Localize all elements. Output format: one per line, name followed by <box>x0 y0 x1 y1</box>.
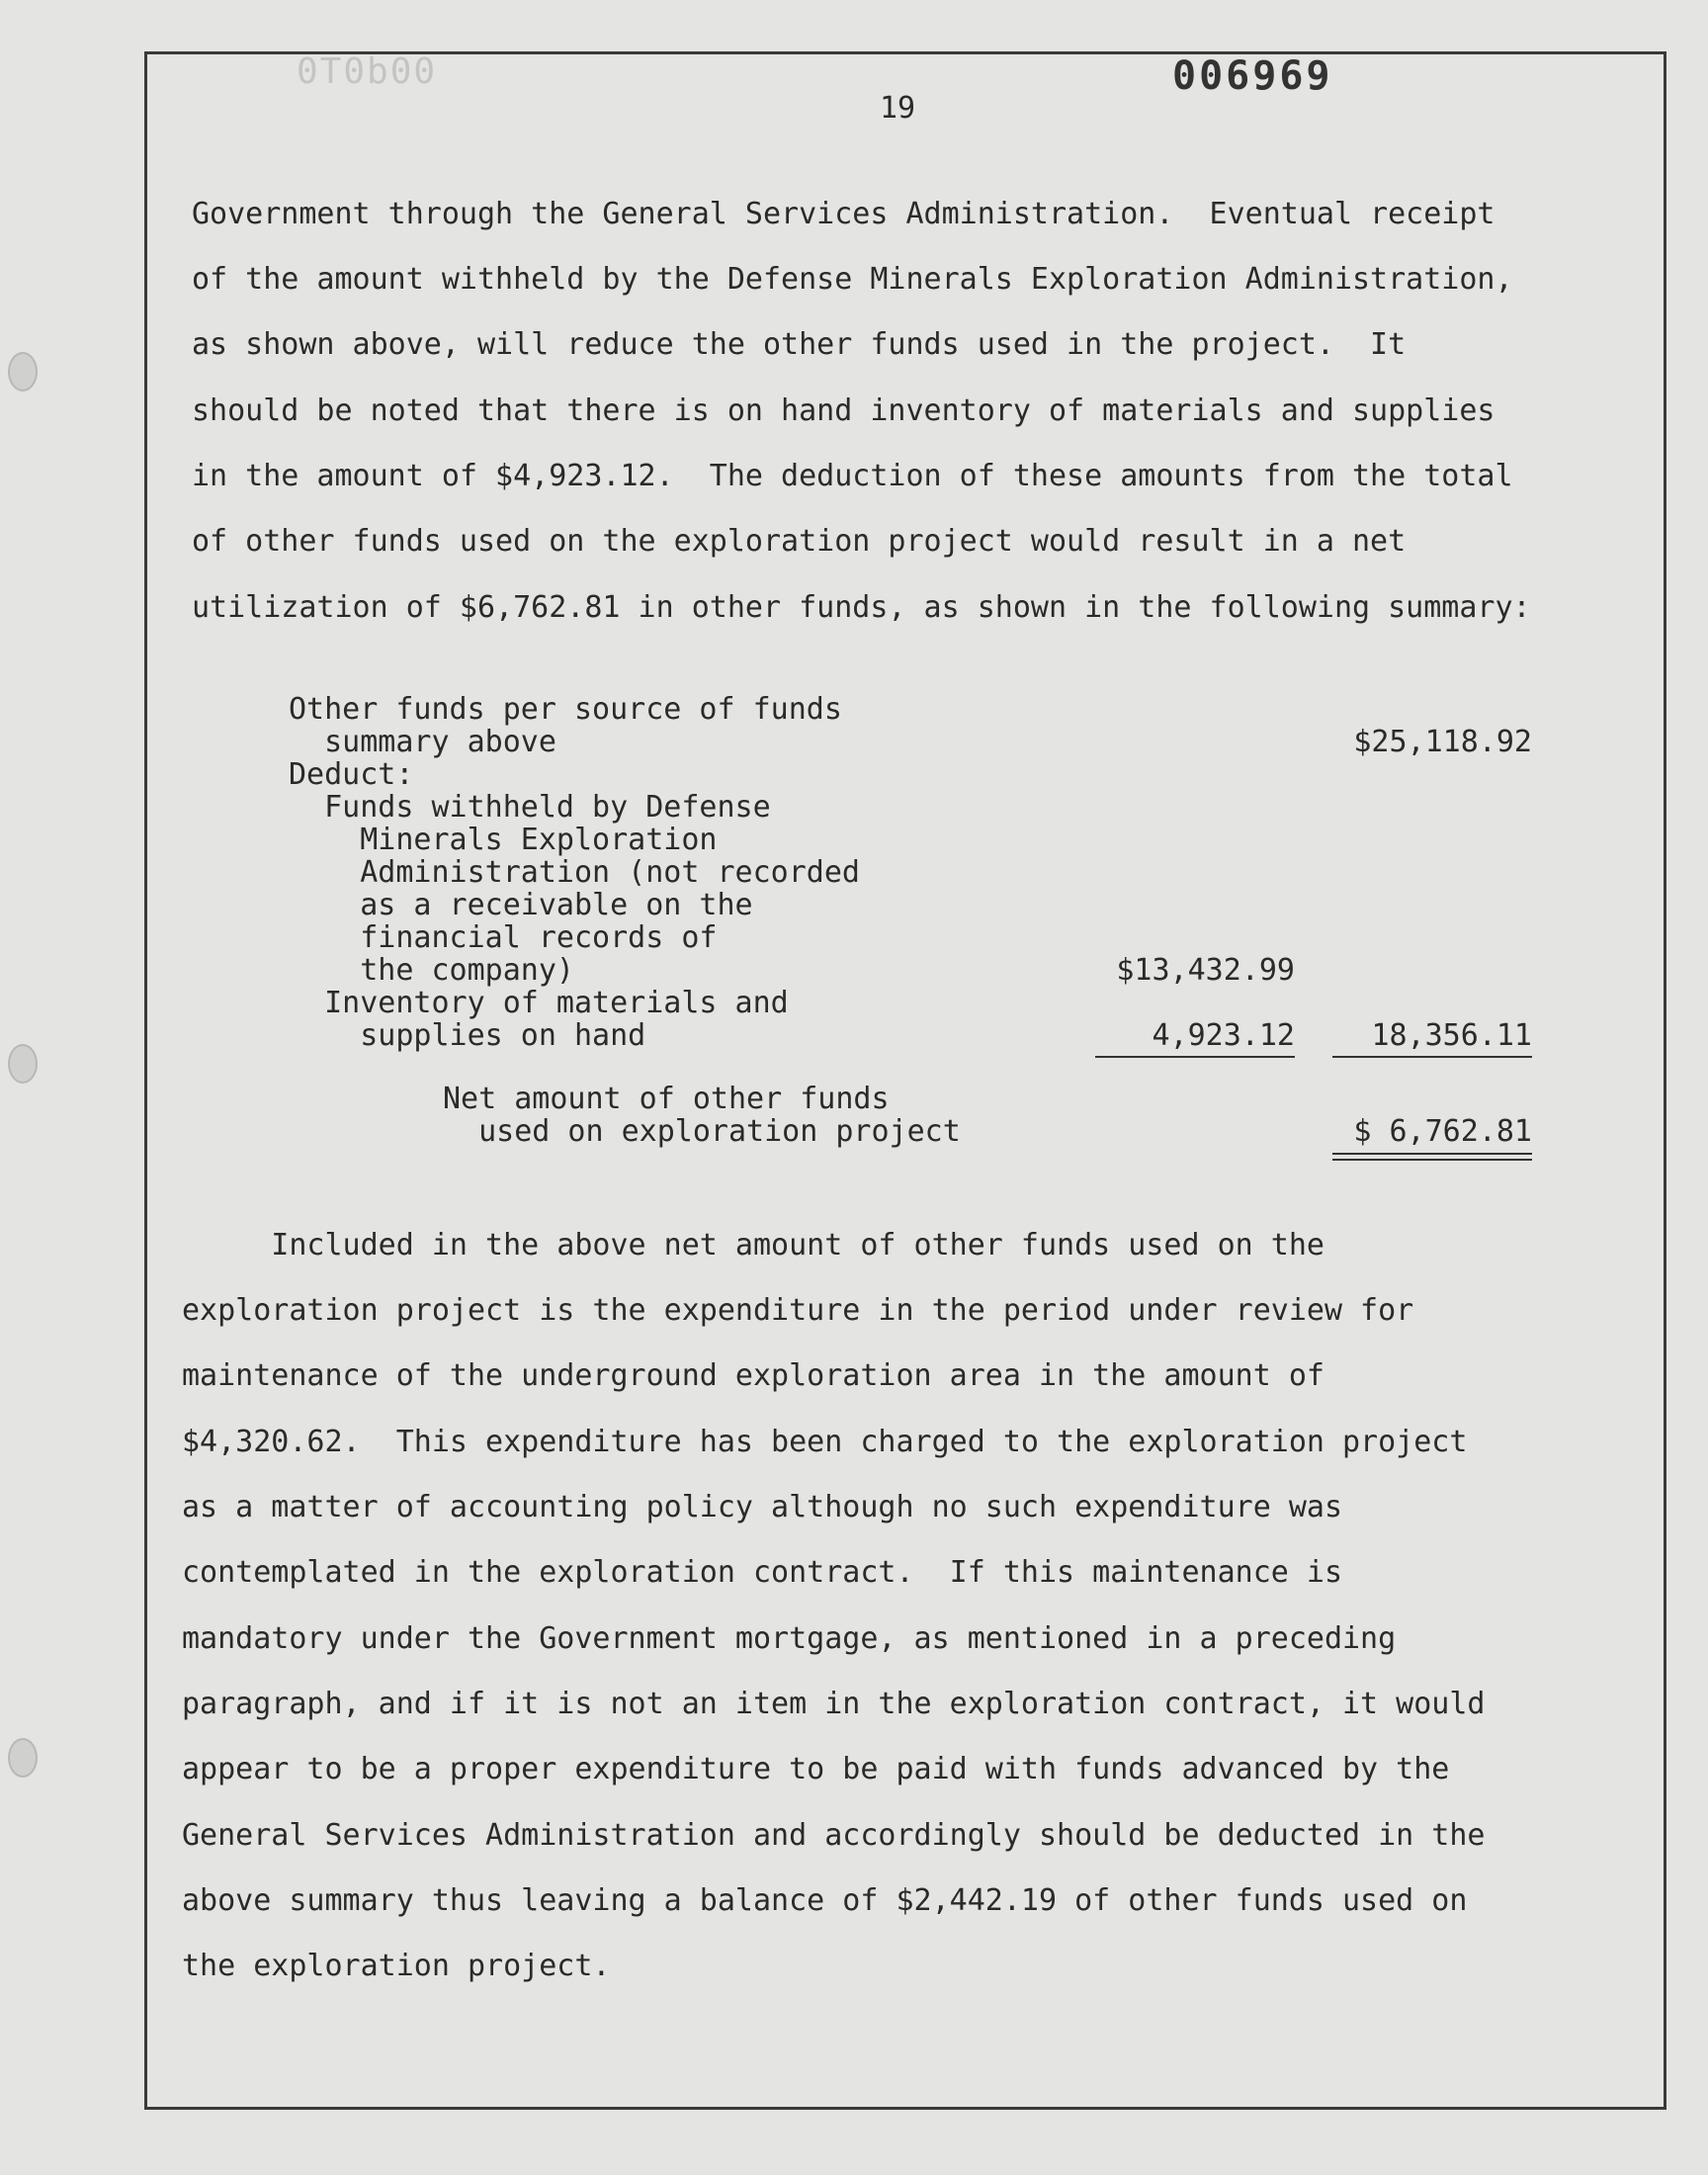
summary-line: Deduct: <box>289 757 414 792</box>
text-line: Government through the General Services Administration. Eventual receipt <box>192 197 1495 231</box>
summary-line: Funds withheld by Defense <box>289 790 771 825</box>
net-line: Net amount of other funds <box>443 1082 890 1116</box>
text-line: exploration project is the expenditure in the period under review for <box>182 1293 1414 1328</box>
text-line: as a matter of accounting policy although no such expenditure was <box>182 1490 1342 1524</box>
net-amount: $ 6,762.81 <box>1353 1114 1532 1149</box>
double-underline <box>1332 1153 1532 1155</box>
underline <box>1095 1056 1295 1058</box>
text-line: of the amount withheld by the Defense Minerals Exploration Administration, <box>192 262 1513 297</box>
text-line: paragraph, and if it is not an item in the exploration contract, it would <box>182 1687 1486 1721</box>
binder-hole <box>8 352 38 392</box>
text-line: appear to be a proper expenditure to be paid with funds advanced by the <box>182 1752 1450 1786</box>
text-line: General Services Administration and accordingly should be deducted in the <box>182 1818 1486 1853</box>
text-line: as shown above, will reduce the other funds used in the project. It <box>192 327 1407 362</box>
net-line: used on exploration project <box>443 1114 961 1149</box>
summary-line: the company) <box>289 953 574 988</box>
text-line: the exploration project. <box>182 1949 611 1983</box>
binder-hole <box>8 1044 38 1084</box>
text-line: utilization of $6,762.81 in other funds, as shown in the following summary: <box>192 590 1531 625</box>
text-line: $4,320.62. This expenditure has been charged to the exploration project <box>182 1425 1468 1459</box>
faint-stamp-number: 0T0b00 <box>297 51 438 92</box>
text-line: contemplated in the exploration contract. If this maintenance is <box>182 1555 1342 1590</box>
underline <box>1332 1056 1532 1058</box>
summary-line: supplies on hand <box>289 1018 646 1053</box>
text-line: mandatory under the Government mortgage, as mentioned in a preceding <box>182 1621 1397 1656</box>
stamp-number: 006969 <box>1172 53 1333 99</box>
text-line: above summary thus leaving a balance of $2,442.19 of other funds used on <box>182 1883 1468 1918</box>
other-funds-amount: $25,118.92 <box>1353 725 1532 759</box>
deduct-total-amount: 18,356.11 <box>1371 1018 1532 1053</box>
text-line: Included in the above net amount of other funds used on the <box>182 1228 1324 1262</box>
summary-line: financial records of <box>289 920 718 955</box>
double-underline <box>1332 1159 1532 1161</box>
text-line: should be noted that there is on hand inventory of materials and supplies <box>192 393 1495 428</box>
text-line: in the amount of $4,923.12. The deduction of these amounts from the total <box>192 459 1513 493</box>
funds-withheld-amount: $13,432.99 <box>1116 953 1295 988</box>
summary-line: as a receivable on the <box>289 888 753 922</box>
summary-line: Inventory of materials and <box>289 986 789 1020</box>
summary-line: summary above <box>289 725 556 759</box>
text-line: of other funds used on the exploration project would result in a net <box>192 524 1407 559</box>
summary-line: Other funds per source of funds <box>289 692 842 727</box>
text-line: maintenance of the underground exploration area in the amount of <box>182 1358 1324 1393</box>
inventory-amount: 4,923.12 <box>1152 1018 1295 1053</box>
summary-line: Minerals Exploration <box>289 823 718 857</box>
binder-hole <box>8 1738 38 1778</box>
summary-line: Administration (not recorded <box>289 855 860 890</box>
page-number: 19 <box>880 91 916 126</box>
